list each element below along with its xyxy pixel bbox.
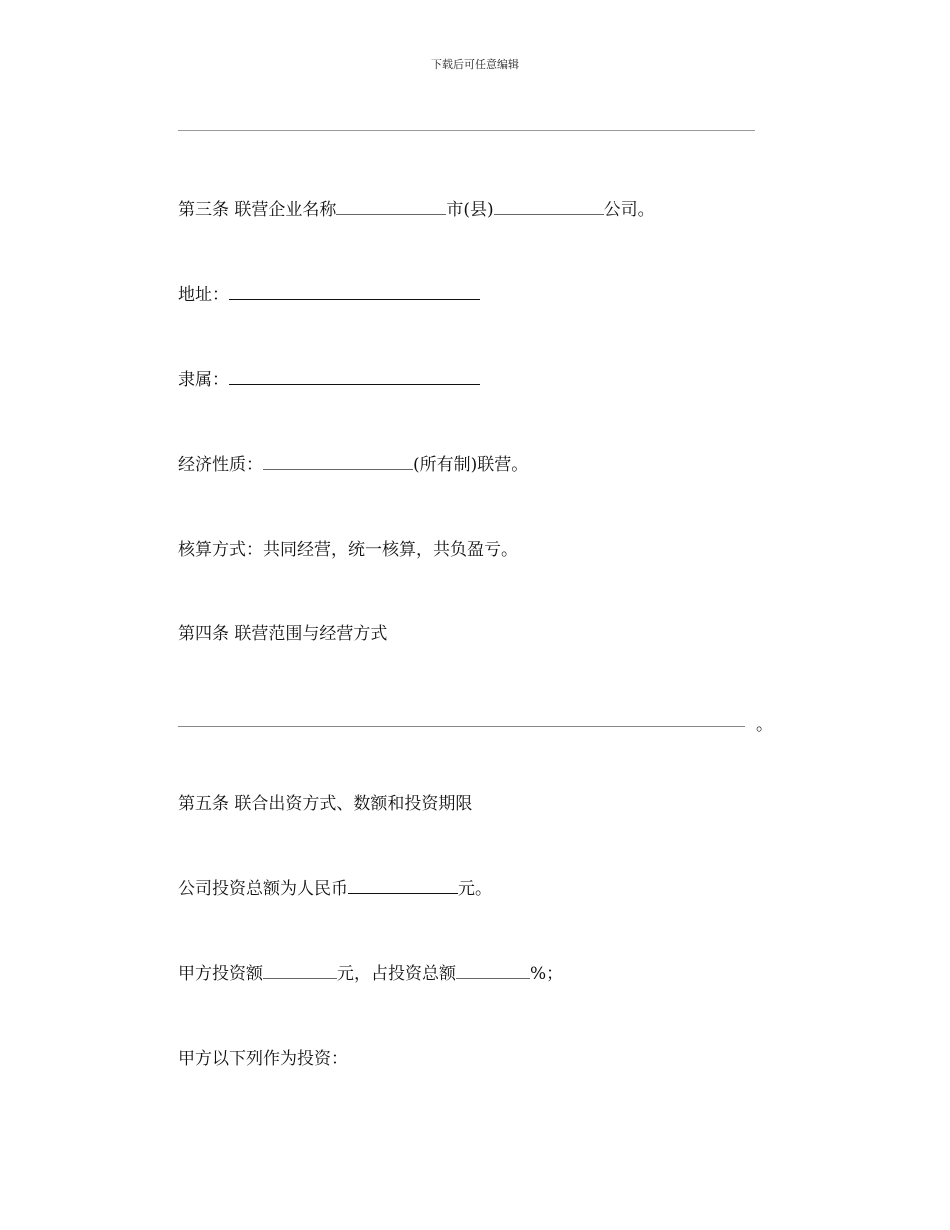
party-a-amount-blank[interactable] bbox=[263, 964, 337, 979]
yuan-label: 元。 bbox=[458, 879, 492, 899]
business-scope-blank[interactable] bbox=[178, 726, 745, 727]
city-label: 市(县) bbox=[446, 200, 494, 220]
accounting-method: 核算方式：共同经营，统一核算，共负盈亏。 bbox=[178, 540, 518, 560]
economic-nature-label: 经济性质： bbox=[178, 455, 263, 475]
total-investment-blank[interactable] bbox=[348, 879, 458, 894]
address-line bbox=[178, 284, 480, 306]
header-rule bbox=[178, 130, 755, 131]
ownership-blank[interactable] bbox=[263, 455, 413, 470]
percent-label: %； bbox=[530, 964, 564, 984]
total-investment-label: 公司投资总额为人民币 bbox=[178, 879, 348, 899]
company-suffix-blank[interactable] bbox=[494, 200, 604, 215]
company-name-blank[interactable] bbox=[336, 200, 446, 215]
affiliation-blank[interactable] bbox=[229, 370, 480, 385]
party-a-share-blank[interactable] bbox=[456, 964, 530, 979]
party-a-items-line: 甲方以下列作为投资： bbox=[178, 1049, 348, 1069]
business-scope-end: 。 bbox=[756, 715, 773, 735]
affiliation-line bbox=[178, 369, 480, 391]
article-4-heading: 第四条 联营范围与经营方式 bbox=[178, 624, 388, 644]
header-note: 下载后可任意编辑 bbox=[431, 58, 519, 71]
article-3-label: 第三条 联营企业名称 bbox=[178, 200, 337, 220]
total-investment-line bbox=[178, 878, 492, 900]
ownership-label: (所有制)联营。 bbox=[413, 455, 529, 475]
party-a-amount-label: 甲方投资额 bbox=[178, 964, 263, 984]
article-3-line bbox=[178, 199, 655, 221]
address-label: 地址： bbox=[178, 285, 229, 305]
company-label: 公司。 bbox=[603, 200, 655, 220]
article-5-heading: 第五条 联合出资方式、数额和投资期限 bbox=[178, 794, 473, 814]
party-a-amount-line bbox=[178, 963, 563, 985]
party-a-share-label: 元，占投资总额 bbox=[337, 964, 456, 984]
affiliation-label: 隶属： bbox=[178, 370, 229, 390]
address-blank[interactable] bbox=[229, 285, 480, 300]
economic-nature-line bbox=[178, 454, 528, 476]
